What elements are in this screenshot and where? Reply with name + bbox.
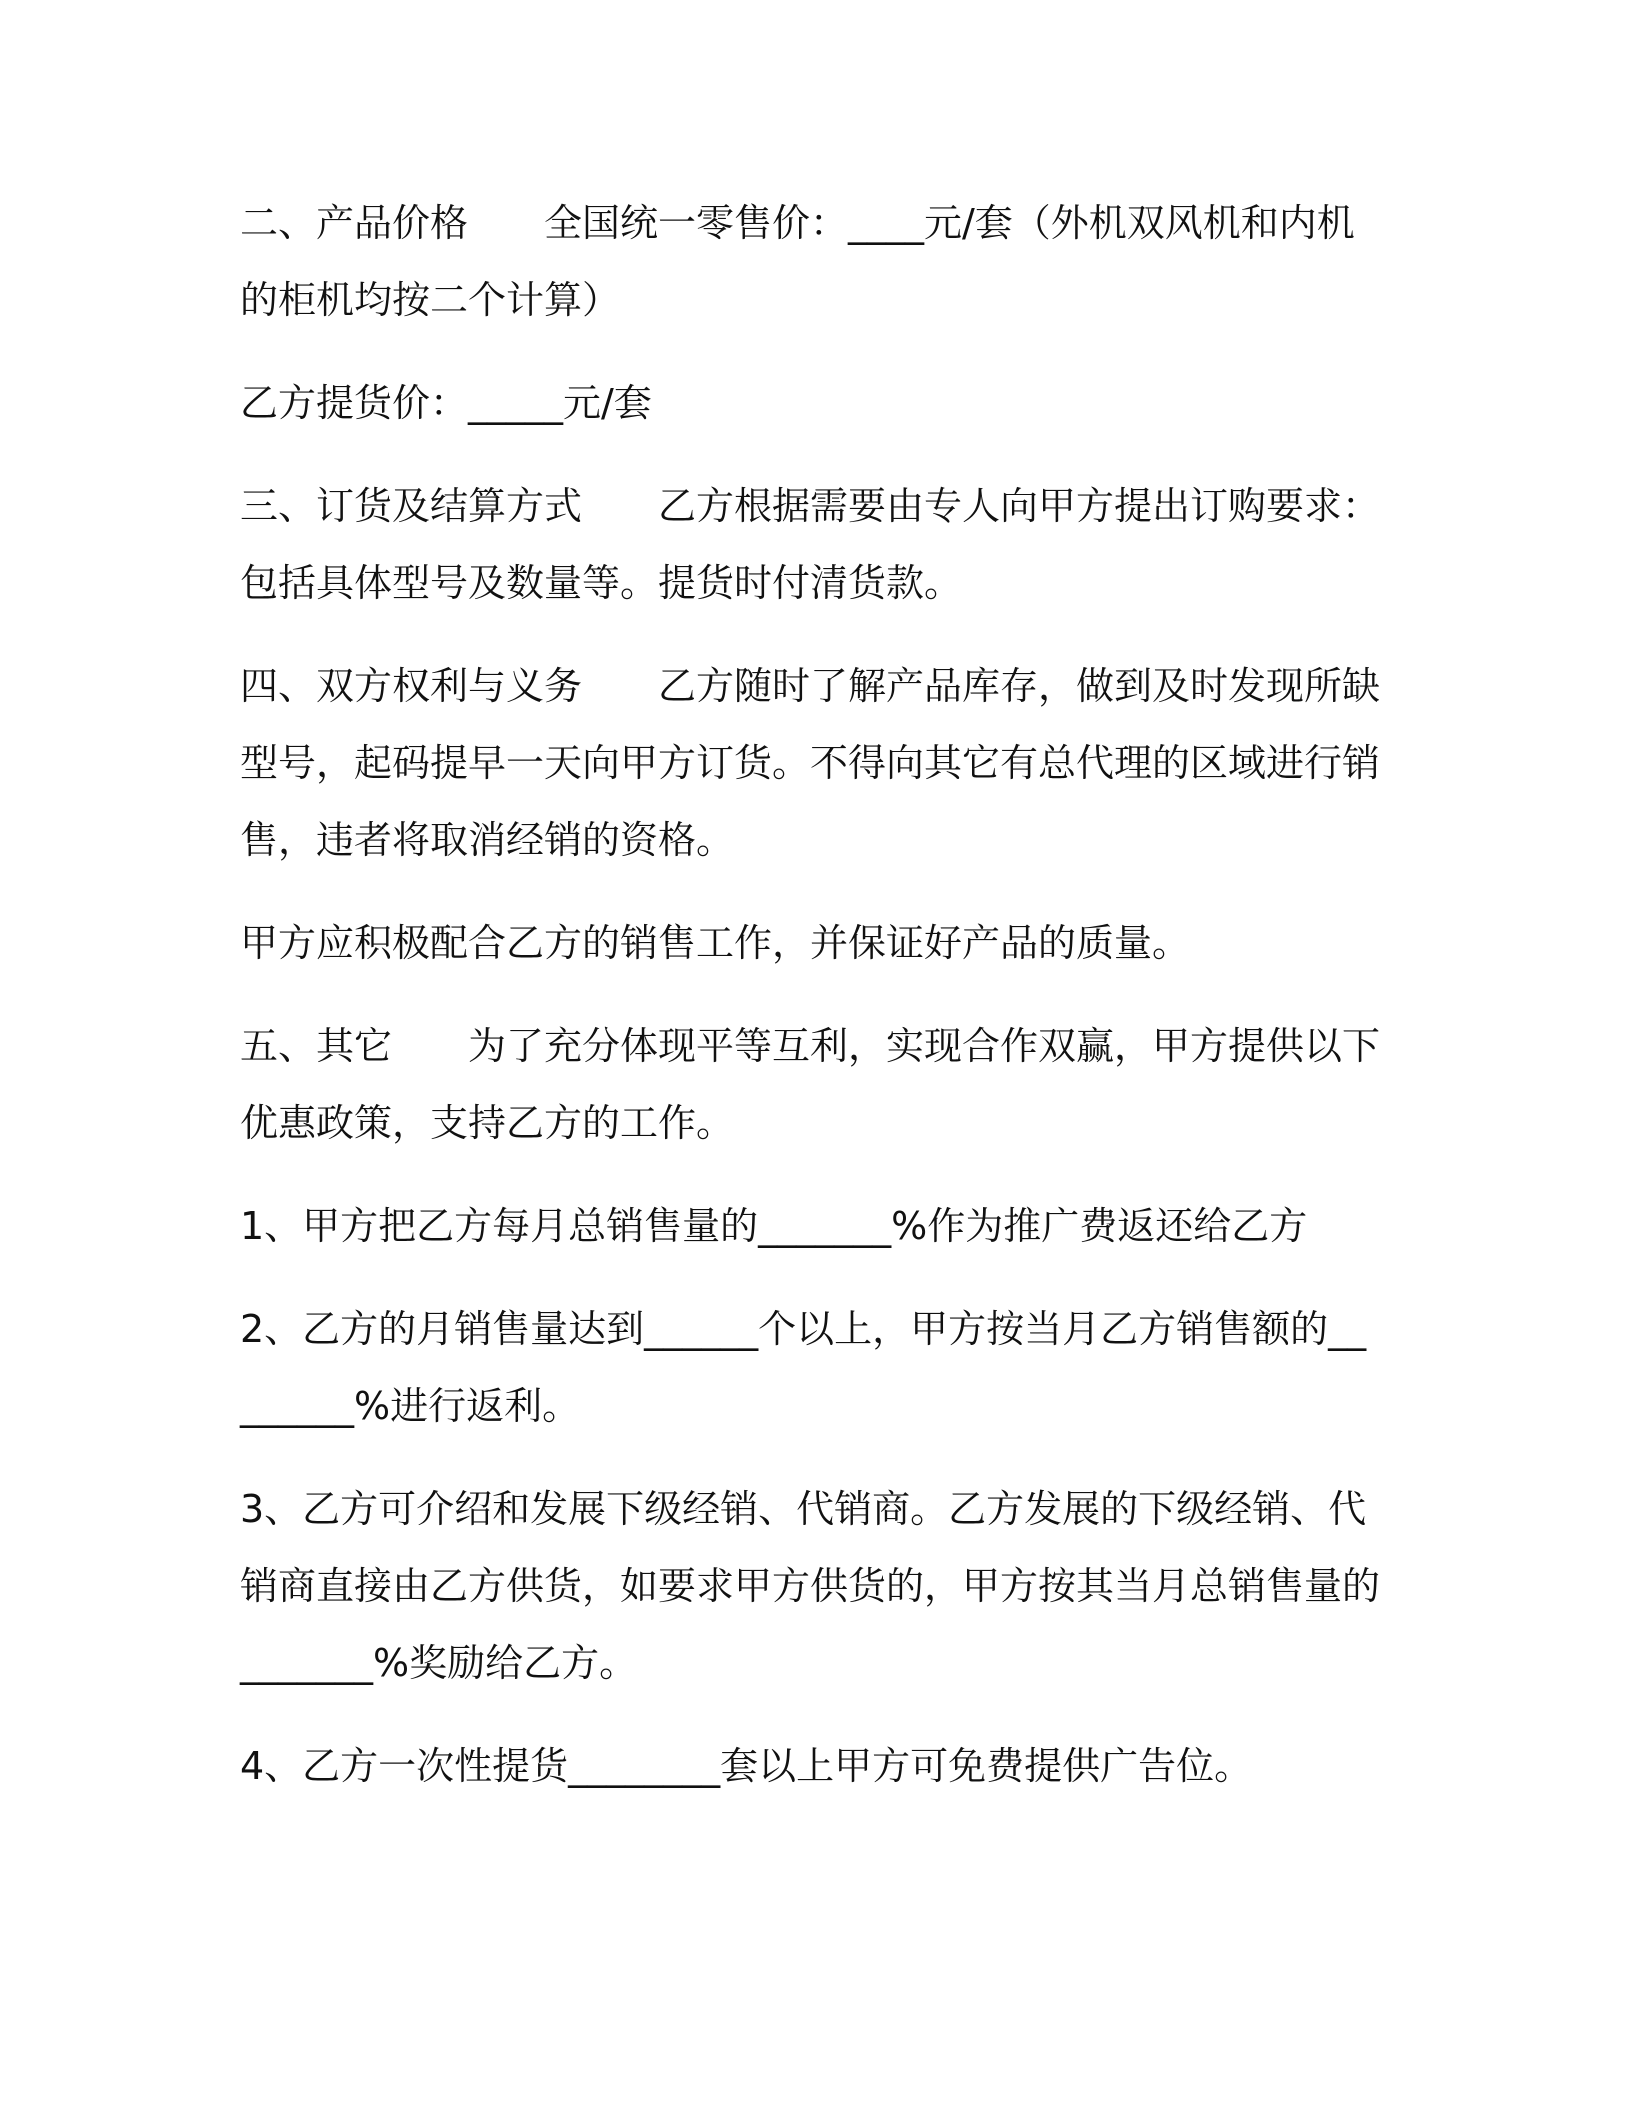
paragraph-rights-obligations: 四、双方权利与义务 乙方随时了解产品库存，做到及时发现所缺型号，起码提早一天向甲方订货。不得向其它有总代理的区域进行销售，违者将取消经销的资格。 bbox=[240, 664, 1381, 862]
document-body bbox=[240, 185, 1380, 1831]
paragraph-item-2: 2、乙方的月销售量达到______个以上，甲方按当月乙方销售额的________%进行返利。 bbox=[240, 1307, 1367, 1428]
paragraph-other: 五、其它 为了充分体现平等互利，实现合作双赢，甲方提供以下优惠政策，支持乙方的工作。 bbox=[240, 1024, 1381, 1145]
paragraph-item-3: 3、乙方可介绍和发展下级经销、代销商。乙方发展的下级经销、代销商直接由乙方供货，如要求甲方供货的，甲方按其当月总销售量的_______%奖励给乙方。 bbox=[240, 1487, 1381, 1685]
paragraph-item-1: 1、甲方把乙方每月总销售量的_______%作为推广费返还给乙方 bbox=[240, 1204, 1308, 1248]
paragraph-party-a-duty: 甲方应积极配合乙方的销售工作，并保证好产品的质量。 bbox=[240, 921, 1191, 965]
paragraph-item-4: 4、乙方一次性提货________套以上甲方可免费提供广告位。 bbox=[240, 1744, 1253, 1788]
paragraph-ordering-settlement: 三、订货及结算方式 乙方根据需要由专人向甲方提出订购要求：包括具体型号及数量等。提货时付清货款。 bbox=[240, 484, 1381, 605]
paragraph-product-price: 二、产品价格 全国统一零售价：____元/套（外机双风机和内机的柜机均按二个计算） bbox=[240, 201, 1355, 322]
paragraph-pickup-price: 乙方提货价：_____元/套 bbox=[240, 381, 652, 425]
